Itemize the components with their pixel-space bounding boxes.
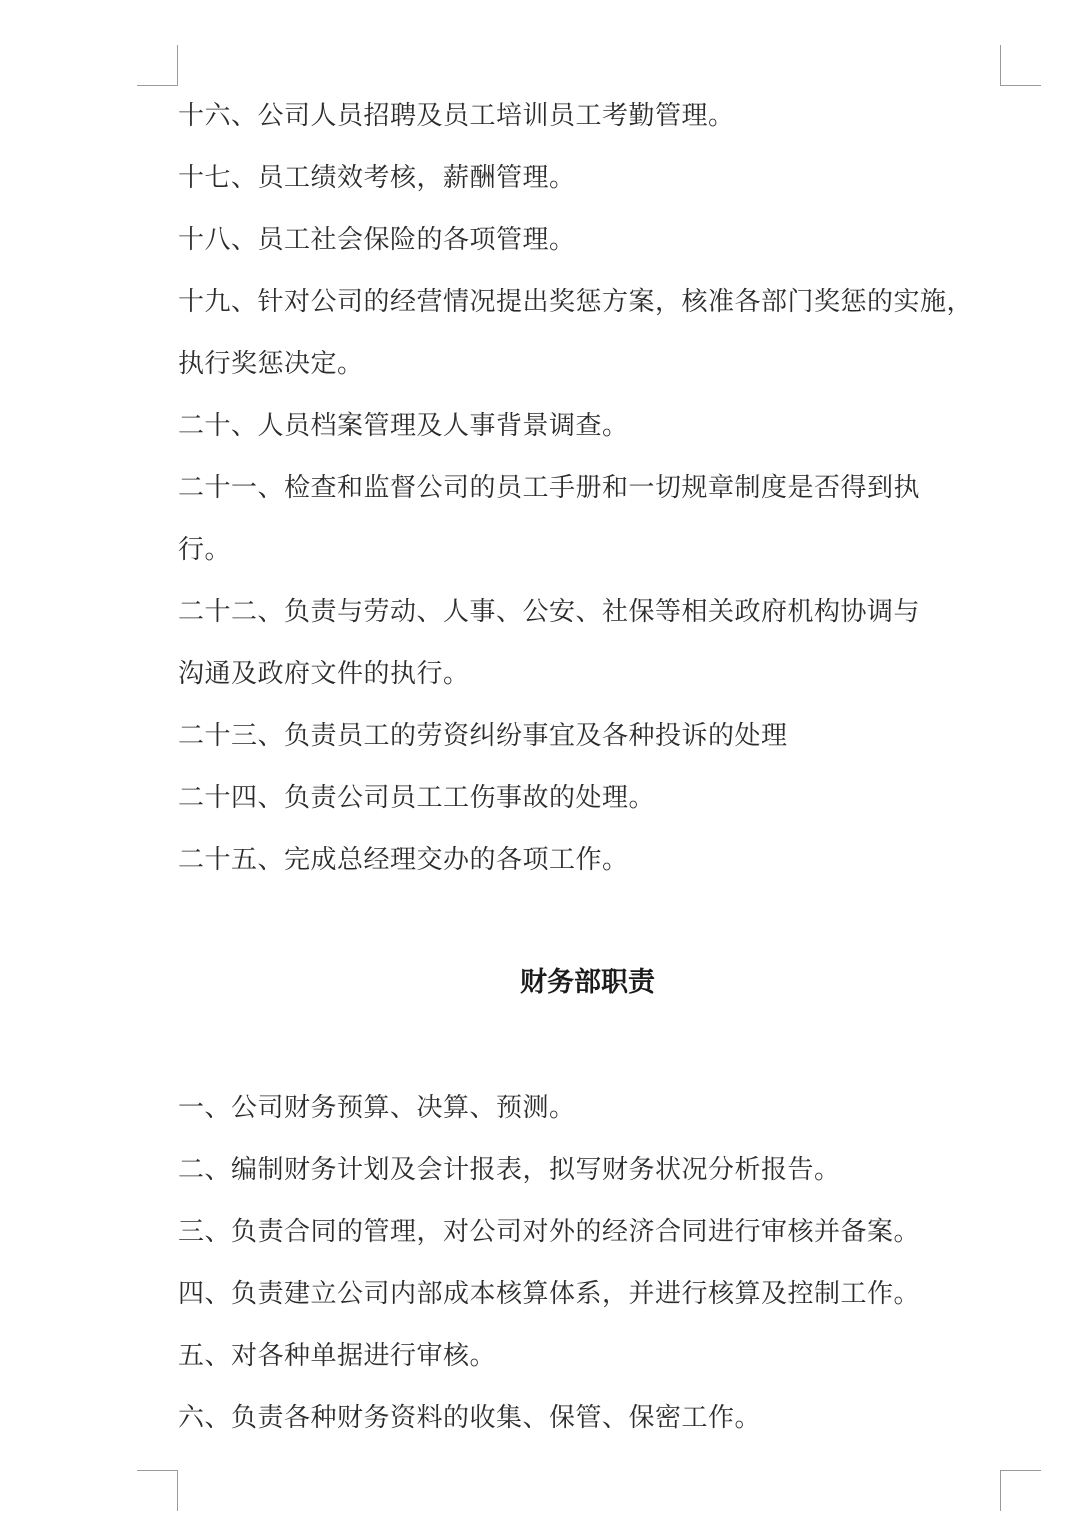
paragraph-line: 执行奖惩决定。 — [178, 349, 364, 379]
paragraph-line: 五、对各种单据进行审核。 — [178, 1341, 497, 1371]
paragraph-line: 二十二、负责与劳动、人事、公安、社保等相关政府机构协调与 — [178, 597, 921, 627]
paragraph-line: 三、负责合同的管理，对公司对外的经济合同进行审核并备案。 — [178, 1217, 921, 1247]
paragraph-line: 二十四、负责公司员工工伤事故的处理。 — [178, 783, 656, 813]
paragraph-line: 行。 — [178, 535, 232, 565]
crop-mark-bottom-left — [137, 1470, 178, 1511]
crop-mark-bottom-right — [1000, 1470, 1041, 1511]
section-title: 财务部职责 — [520, 967, 655, 998]
paragraph-line: 二十、人员档案管理及人事背景调查。 — [178, 411, 629, 441]
paragraph-line: 二十一、检查和监督公司的员工手册和一切规章制度是否得到执 — [178, 473, 921, 503]
paragraph-line: 四、负责建立公司内部成本核算体系，并进行核算及控制工作。 — [178, 1279, 921, 1309]
paragraph-line: 十六、公司人员招聘及员工培训员工考勤管理。 — [178, 101, 735, 131]
paragraph-line: 二十三、负责员工的劳资纠纷事宜及各种投诉的处理 — [178, 721, 788, 751]
paragraph-line: 十八、员工社会保险的各项管理。 — [178, 225, 576, 255]
paragraph-line: 二、编制财务计划及会计报表，拟写财务状况分析报告。 — [178, 1155, 841, 1185]
crop-mark-top-left — [137, 45, 178, 86]
paragraph-line: 十九、针对公司的经营情况提出奖惩方案，核准各部门奖惩的实施， — [178, 287, 974, 317]
paragraph-line: 十七、员工绩效考核，薪酬管理。 — [178, 163, 576, 193]
crop-mark-top-right — [1000, 45, 1041, 86]
paragraph-line: 二十五、完成总经理交办的各项工作。 — [178, 845, 629, 875]
paragraph-line: 沟通及政府文件的执行。 — [178, 659, 470, 689]
paragraph-line: 六、负责各种财务资料的收集、保管、保密工作。 — [178, 1403, 762, 1433]
paragraph-line: 一、公司财务预算、决算、预测。 — [178, 1093, 576, 1123]
